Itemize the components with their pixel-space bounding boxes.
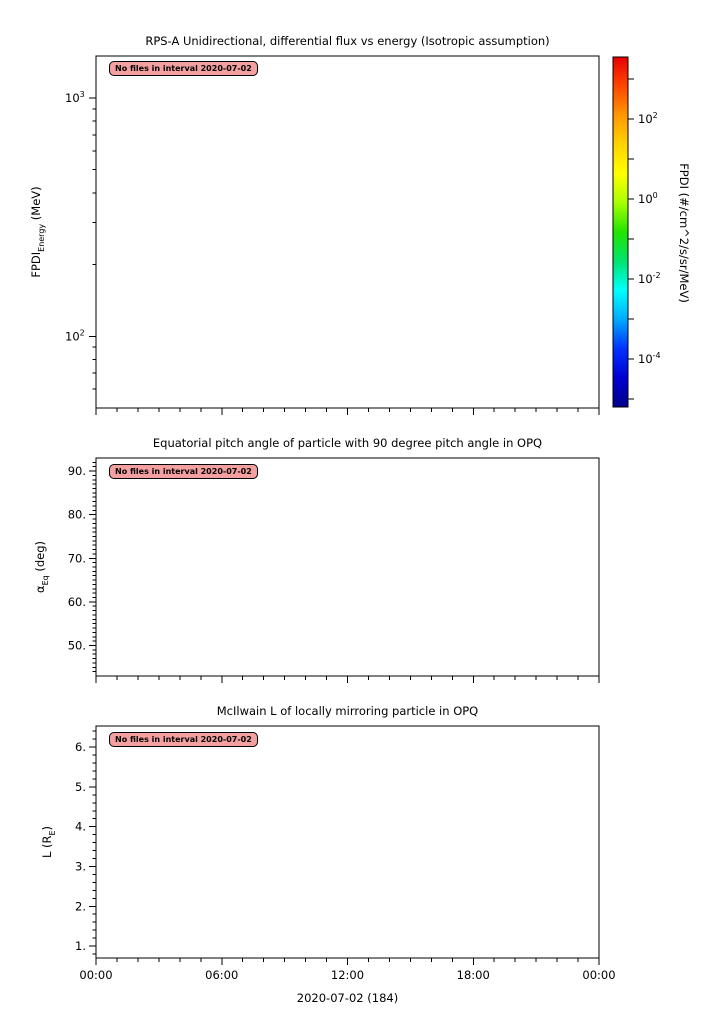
svg-text:06:00: 06:00 — [205, 968, 239, 982]
svg-text:103: $10^3$ — [65, 89, 85, 105]
plot2-y-axis-label — [33, 541, 49, 593]
x-axis-date-label: 2020-07-02 (184) — [296, 991, 399, 1005]
svg-text:10-2: $10^{-2}$ — [638, 271, 661, 286]
plot1-y-axis-label-main: FPDI — [28, 251, 43, 278]
svg-text:6.: 6. — [75, 740, 86, 755]
svg-text:102: $10^2$ — [638, 111, 658, 126]
svg-text:18:00: 18:00 — [456, 968, 490, 982]
svg-text:60.: 60. — [67, 594, 86, 609]
svg-text:90.: 90. — [67, 464, 86, 479]
svg-text:4.: 4. — [75, 819, 86, 834]
svg-text:50.: 50. — [67, 638, 86, 653]
svg-text:100: $10^0$ — [638, 191, 658, 206]
svg-text:5.: 5. — [75, 779, 86, 794]
svg-text:2.: 2. — [75, 899, 86, 914]
plot2-y-axis-label-sub: Eq — [41, 575, 51, 586]
svg-text:00:00: 00:00 — [79, 968, 113, 982]
plot3-y-axis-label-main: L (R — [39, 835, 54, 859]
svg-text:80.: 80. — [67, 507, 86, 522]
colorbar-axis-label: FPDI (#/cm^2/s/sr/MeV) — [677, 163, 691, 303]
plot1-title: RPS-A Unidirectional, differential flux vs energy (Isotropic assumption) — [145, 34, 550, 48]
plot1-y-axis-label — [29, 186, 45, 277]
no-files-annotation-plot1: No files in interval 2020-07-02 — [109, 61, 258, 76]
plot2-title: Equatorial pitch angle of particle with 90 degree pitch angle in OPQ — [152, 436, 543, 450]
plot3-y-axis-label-unit: ) — [39, 825, 54, 831]
svg-text:70.: 70. — [67, 551, 86, 566]
plot3-y-axis-label — [40, 826, 56, 858]
plot1-y-axis-label-sub: Energy — [37, 223, 47, 252]
plot1-y-axis-label-unit: (MeV) — [28, 186, 43, 224]
plot2-y-axis-label-unit: (deg) — [32, 540, 47, 576]
svg-text:00:00: 00:00 — [582, 968, 616, 982]
no-files-annotation-plot3: No files in interval 2020-07-02 — [109, 732, 258, 747]
plot3-y-axis-label-sub: E — [48, 830, 58, 836]
svg-text:10-4: $10^{-4}$ — [638, 351, 661, 366]
svg-text:102: $10^2$ — [65, 328, 85, 344]
svg-text:1.: 1. — [75, 939, 86, 954]
svg-text:3.: 3. — [75, 859, 86, 874]
no-files-annotation-plot2: No files in interval 2020-07-02 — [109, 464, 258, 479]
svg-text:12:00: 12:00 — [330, 968, 365, 982]
plot2-y-axis-label-main: α — [32, 585, 47, 594]
plot3-title: McIlwain L of locally mirroring particle in OPQ — [216, 704, 479, 718]
